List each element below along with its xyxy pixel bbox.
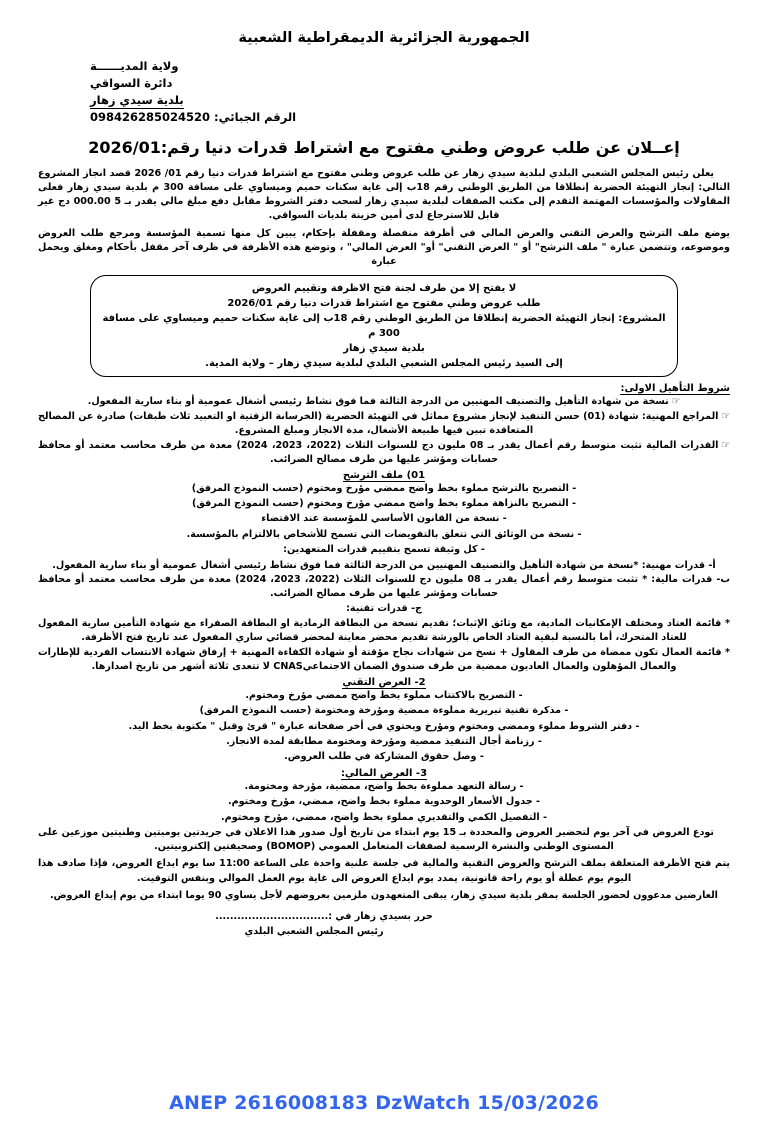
list-item: - جدول الأسعار الوحدوية مملوء بخط واضح، ممضي، مؤرخ ومختوم.: [227, 796, 540, 808]
qualification-item-3: القدرات المالية تثبت متوسط رقم أعمال يقدر بـ 08 مليون دج للسنوات الثلاث (2022، 2023، 2024) معدة من طرف محاسب معتمد أو محافظ حسابات ومؤشر عليها من طرف مصالح الضرائب.: [38, 439, 719, 465]
box-line-3: المشروع: إنجاز التهيئة الحضرية إنطلاقا من الطريق الوطني رقم 18ب إلى غاية سكنات حميم وميساوي على مسافة 300 م: [102, 313, 666, 340]
list-item: - التصريح بالاكتتاب مملوء بخط واضح ممضي مؤرخ ومختوم.: [245, 689, 523, 701]
baladia-line: [90, 92, 730, 110]
qualification-item-1: نسخة من شهادة التأهيل والتصنيف المهنيين من الدرجة الثالثة فما فوق نشاط رئيسي أشغال عمومية أو بناء سارية المفعول.: [87, 396, 669, 408]
qualification-list: [38, 395, 730, 467]
section-3-list: [38, 780, 730, 825]
anep-footer: ANEP 2616008183 DzWatch 15/03/2026: [169, 1092, 599, 1114]
daira-line: دائرة السواقي: [90, 75, 173, 90]
capacity-professional: أ- قدرات مهنية: *نسخة من شهادة التأهيل والتصنيف المهنيين من الدرجة الثالثة فما فوق نشاط رئيسي أشغال عمومية أو بناء سارية المفعول.: [52, 559, 716, 571]
signature-place-date: حرر بسيدي زهار في :...............................: [215, 910, 433, 922]
section-2-list: [38, 689, 730, 765]
pointing-hand-icon: ☞: [671, 396, 681, 408]
qualification-heading: شروط التأهيل الاولى:: [620, 383, 730, 395]
section-3-heading: 3- العرض المالي:: [340, 767, 428, 779]
capacity-financial: ب- قدرات مالية: * تثبت متوسط رقم أعمال يقدر بـ 08 مليون دج للسنوات الثلاث (2022، 2023، 2024) معدة من طرف محاسب معتمد أو محافظ حسابات ومؤشر عليها من طرف مصالح الضرائب.: [38, 574, 730, 600]
envelope-label-box: [90, 275, 678, 377]
list-item: * قائمة العمال تكون ممضاة من طرف المقاول + نسخ من شهادات نجاح مؤقتة أو شهادة الكفاءة المهنية + إرفاق شهادة الانتساب الفردية للإطارات والعمال المؤهلون والعمال العاديون ممضية من طرف صندوق الضمان الاجتماعيCNAS لا تتعدى ثلاثة أشهر من تاريخ اصدارها.: [38, 647, 730, 672]
page-title: إعــلان عن طلب عروض وطني مفتوح مع اشتراط قدرات دنيا رقم:2026/01: [88, 137, 680, 157]
intro-paragraph: يعلن رئيس المجلس الشعبي البلدي لبلدية سيدي زهار عن طلب عروض وطني مفتوح مع اشتراط قدرات دنيا رقم 01/ 2026 قصد انجاز المشروع التالي: إنجاز التهيئة الحضرية إنطلاقا من الطريق الوطني رقم 18ب إلى غاية سكنات حميم وميساوي على مسافة 300 م بلدية سيدي زهار فعلى المقاولات والمؤسسات المهتمة التقدم إلى مكتب الصفقات لبلدية سيدي زهار لسحب دفتر الشروط مقابل دفع مبلغ مالي يقدر بـ 5 000.00 دج غير قابل للاسترجاع لدى أمين خزينة بلديات السواقي.: [38, 167, 730, 222]
qualification-item-2: المراجع المهنية: شهادة (01) حسن التنفيذ لإنجاز مشروع مماثل في التهيئة الحضرية (الخرسانة الزفتية او التعبيد ثلاث طبقات) صادرة عن المصالح المتعاقدة تبين فيها طبيعة الأشغال، مدة الانجاز ومبلغ المشروع.: [38, 411, 719, 436]
list-item: - التصريح بالترشح مملوء بخط واضح ممضي مؤرخ ومختوم (حسب النموذج المرفق): [191, 482, 577, 494]
list-item: - دفتر الشروط مملوء وممضي ومختوم ومؤرخ ويحتوي في أخر صفحاته عبارة " قرئ وقبل " مكتوبة بخط اليد.: [128, 720, 640, 732]
box-line-1: لا يفتح إلا من طرف لجنة فتح الاظرفة وتقييم العروض: [251, 283, 517, 295]
list-item: - التصريح بالنزاهة مملوء بخط واضح ممضي مؤرخ ومختوم (حسب النموذج المرفق): [192, 498, 576, 510]
list-item: - وصل حقوق المشاركة في طلب العروض.: [284, 751, 484, 763]
list-item: - التفصيل الكمي والتقديري مملوء بخط واضح، ممضي، مؤرخ ومختوم.: [221, 811, 547, 823]
list-item: - نسخة من القانون الأساسي للمؤسسة عند الاقتضاء: [261, 513, 507, 525]
list-item: - رزنامة أجال التنفيذ ممضية ومؤرخة ومختومة مطابقة لمدة الانجاز.: [226, 736, 542, 747]
signature-block: [38, 909, 730, 940]
list-item: - رسالة التعهد مملوءة بخط واضح، ممضية، مؤرخة ومختومة.: [244, 780, 524, 792]
list-item: * قائمة العتاد ومختلف الإمكانيات المادية، مع وثائق الإثبات؛ تقديم نسخة من البطاقة الرمادية او البطاقة الصفراء مع شهادة التأمين سارية المفعول للعتاد المتحرك، أما بالنسبة لبقية العتاد الخاص بالورشة تقديم محضر معاينة لمحضر قضائي ساري المفعول عند تاريخ فتح الأظرفة.: [38, 618, 730, 644]
opening-paragraph: يتم فتح الأظرفة المتعلقة بملف الترشح والعروض التقنية والمالية في جلسة علنية واحدة على الساعة 11:00 سا يوم ايداع العروض، فإذا صادف هذا اليوم يوم عطلة أو يوم راحة قانونية، يمدد يوم ايداع العروض الى غاية يوم العمل الموالي وبنفس التوقيت.: [38, 858, 730, 884]
box-line-4: بلدية سيدي زهار: [343, 343, 425, 355]
section-1-heading: 01) ملف الترشح: [342, 469, 426, 481]
fiscal-number-line: الرقم الجبائي: 098426285024520: [90, 110, 297, 125]
pointing-hand-icon: ☞: [721, 411, 730, 422]
list-item: - كل وثيقة تسمح بتقييم قدرات المتعهدين:: [283, 544, 485, 556]
list-item: - مذكرة تقنية تبريرية مملوءة ممضية ومؤرخة ومختومة (حسب النموذج المرفق): [199, 705, 569, 717]
list-item: [38, 410, 730, 438]
capacity-technical-heading: ج- قدرات تقنية:: [346, 603, 422, 615]
validity-paragraph: العارضين مدعوون لحضور الجلسة بمقر بلدية سيدي زهار، يبقى المتعهدون ملزمين بعروضهم لأجل يساوي 90 يوما ابتداء من يوم إيداع العروض.: [50, 889, 718, 901]
republic-header: الجمهورية الجزائرية الديمقراطية الشعبية: [238, 30, 530, 46]
pointing-hand-icon: ☞: [721, 439, 730, 451]
deadline-paragraph: تودع العروض في آخر يوم لتحضير العروض والمحددة بـ 15 يوم ابتداء من تاريخ أول صدور هذا الاعلان في جريدتين يوميتين وطنيتين موزعين على المستوى الوطني والنشرة الرسمية لصفقات المتعامل العمومي (BOMOP) وصحيفتين إلكترونيتين.: [38, 826, 715, 853]
signature-title: رئيس المجلس الشعبي البلدي: [244, 926, 384, 938]
issuer-identity-block: [90, 58, 730, 126]
list-item: - نسخة من الوثائق التي تتعلق بالتفويضات التي تسمح للأشخاص بالالتزام بالمؤسسة.: [186, 528, 582, 540]
envelope-paragraph: يوضع ملف الترشح والعرض التقني والعرض المالي في أظرفة منفصلة ومقفلة بإحكام، يبين كل منها تسمية المؤسسة ومرجع طلب العروض وموضوعه، وتتضمن عبارة " ملف الترشح" أو " العرض التقني" أو" العرض المالي" ، وتوضع هذه الأظرفة في ظرف آخر مقفل بأحكام ومغلق ويحمل عبارة: [38, 227, 730, 267]
list-item: [38, 395, 730, 409]
section-2-heading: 2- العرض التقني: [342, 676, 426, 688]
baladia-text: بلدية سيدي زهار: [90, 92, 184, 110]
wilaya-line: ولاية المديــــــة: [90, 59, 179, 74]
technical-capacity-list: [38, 617, 730, 674]
section-1-list: [38, 482, 730, 558]
box-line-5: إلى السيد رئيس المجلس الشعبي البلدي لبلدية سيدي زهار – ولاية المدية.: [205, 358, 563, 370]
list-item: [38, 439, 730, 467]
box-line-2: طلب عروض وطني مفتوح مع اشتراط قدرات دنيا رقم 2026/01: [227, 298, 541, 310]
